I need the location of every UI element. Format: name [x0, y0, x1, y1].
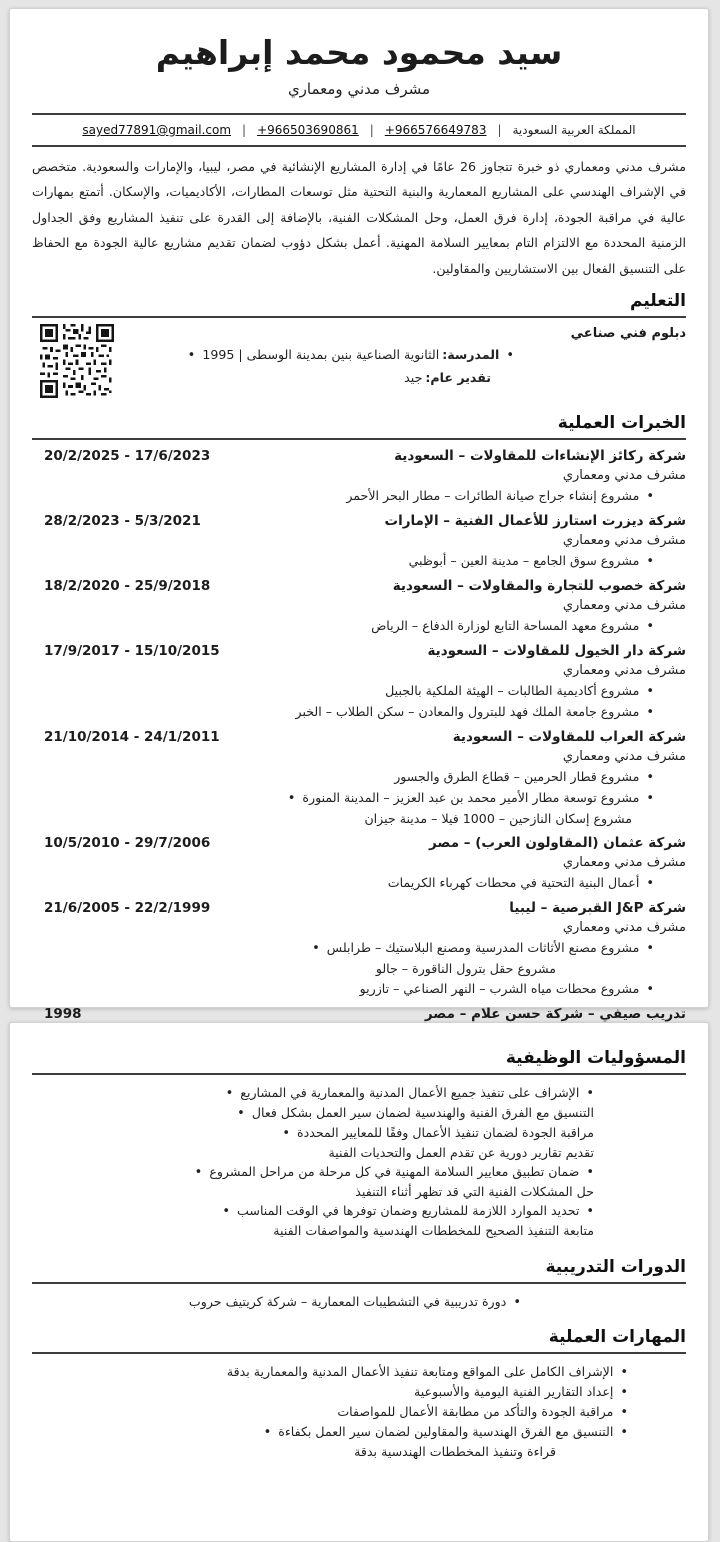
- list-item: مراقبة الجودة لضمان تنفيذ الأعمال وفقًا للمعايير المحددة•: [32, 1123, 686, 1143]
- experience-entries: [32, 446, 686, 1024]
- position-title: مشرف مدني ومعماري: [562, 663, 686, 679]
- list-item: •تحديد الموارد اللازمة للمشاريع وضمان توفرها في الوقت المناسب•: [32, 1201, 686, 1221]
- bullet-icon: [646, 616, 654, 637]
- date-range: 20/2/2025 - 17/6/2023: [44, 448, 211, 465]
- list-item: •الإشراف الكامل على المواقع ومتابعة تنفيذ الأعمال المدنية والمعمارية بدقة: [32, 1362, 686, 1382]
- bullet-icon: [586, 1083, 594, 1103]
- list-item: •التنسيق مع الفرق الهندسية والمقاولين لضمان سير العمل بكفاءة•: [32, 1422, 686, 1442]
- contact-bar: [32, 113, 686, 147]
- school-label: المدرسة:: [442, 347, 500, 363]
- bullet-icon: [586, 1162, 594, 1182]
- bullet-icon: [222, 1201, 230, 1221]
- list-item: •دورة تدريبية في التشطيبات المعمارية – شركة كريتيف حروب: [32, 1292, 686, 1312]
- contact-country: المملكة العربية السعودية: [512, 123, 636, 137]
- resume-header: [32, 9, 686, 101]
- bullet-icon: [288, 788, 296, 809]
- education-grade-line: [32, 367, 686, 389]
- bullet-icon: [646, 938, 654, 959]
- bullet-icon: [226, 1083, 234, 1103]
- grade-label: تقدير عام:: [425, 370, 491, 386]
- bullet-icon: [237, 1103, 245, 1123]
- job-title: مشرف مدني ومعماري: [287, 80, 431, 98]
- section-practical-skills: [32, 1312, 686, 1461]
- company-name: شركة خصوب للتجارة والمقاولات – السعودية: [392, 578, 686, 595]
- position-title: مشرف مدني ومعماري: [562, 598, 686, 614]
- project-item: •مشروع محطات مياه الشرب – النهر الصناعي – تازريو: [32, 979, 686, 1000]
- skills-heading: المهارات العملية: [548, 1327, 686, 1347]
- company-name: شركة ركائز الإنشاءات للمقاولات – السعودية: [394, 448, 686, 465]
- section-responsibilities: [32, 1023, 686, 1240]
- section-divider: [32, 438, 686, 440]
- list-item: التنسيق مع الفرق الفنية والهندسية لضمان سير العمل بشكل فعال•: [32, 1103, 686, 1123]
- list-item: •مراقبة الجودة والتأكد من مطابقة الأعمال للمواصفات: [32, 1402, 686, 1422]
- position-title: مشرف مدني ومعماري: [562, 749, 686, 765]
- project-item: •مشروع مصنع الأثاثات المدرسية ومصنع البلاستيك – طرابلس•: [32, 938, 686, 959]
- bullet-icon: [620, 1402, 628, 1422]
- bullet-icon: [195, 1162, 203, 1182]
- bullet-icon: [312, 938, 320, 959]
- bullet-icon: [264, 1422, 272, 1442]
- position-title: مشرف مدني ومعماري: [562, 920, 686, 936]
- education-degree: دبلوم فني صناعي: [570, 326, 686, 342]
- resume-page-1: [9, 8, 709, 1023]
- bullet-icon: [646, 681, 654, 702]
- company-name: شركة J&P القبرصية – ليبيا: [509, 900, 686, 917]
- qr-code-icon: [40, 324, 114, 398]
- company-name: شركة ديزرت استارز للأعمال الفنية – الإمارات: [384, 513, 686, 530]
- section-divider: [32, 316, 686, 318]
- section-divider: [32, 1352, 686, 1354]
- list-item: •إعداد التقارير الفنية اليومية والأسبوعية: [32, 1382, 686, 1402]
- school-value: الثانوية الصناعية بنين بمدينة الوسطى | 1995: [202, 347, 440, 363]
- bullet-icon: [646, 873, 654, 894]
- candidate-name: سيد محمود محمد إبراهيم: [155, 33, 563, 72]
- education-school-line: [32, 344, 686, 367]
- date-range: 17/9/2017 - 15/10/2015: [44, 643, 220, 660]
- list-item: •الإشراف على تنفيذ جميع الأعمال المدنية والمعمارية في المشاريع•: [32, 1083, 686, 1103]
- date-range: 1998: [44, 1006, 82, 1023]
- experience-entry: [32, 641, 686, 723]
- skills-list: [32, 1362, 686, 1461]
- bullet-icon: [646, 702, 654, 723]
- experience-entry: [32, 833, 686, 894]
- responsibilities-list: [32, 1083, 686, 1240]
- position-title: مشرف مدني ومعماري: [562, 855, 686, 871]
- date-range: 18/2/2020 - 25/9/2018: [44, 578, 211, 595]
- contact-separator: |: [242, 123, 247, 137]
- company-name: شركة العراب للمقاولات – السعودية: [452, 729, 686, 746]
- experience-entry: [32, 727, 686, 829]
- date-range: 21/6/2005 - 22/2/1999: [44, 900, 211, 917]
- bullet-icon: [646, 551, 654, 572]
- company-name: تدريب صيفي – شركة حسن علام – مصر: [424, 1006, 686, 1023]
- list-item: تقديم تقارير دورية عن تقدم العمل والتحديات الفنية: [328, 1145, 594, 1160]
- project-item: •مشروع أكاديمية الطالبات – الهيئة الملكية بالجبيل: [32, 681, 686, 702]
- phone-link-secondary[interactable]: +966576649783: [384, 123, 487, 137]
- section-training-courses: [32, 1240, 686, 1312]
- bullet-icon: [188, 344, 196, 367]
- bullet-icon: [620, 1362, 628, 1382]
- list-item: حل المشكلات الفنية التي قد تظهر أثناء التنفيذ: [355, 1184, 594, 1199]
- section-divider: [32, 1282, 686, 1284]
- email-link[interactable]: sayed77891@gmail.com: [82, 123, 232, 137]
- grade-value: جيد: [404, 370, 423, 386]
- list-item: متابعة التنفيذ الصحيح للمخططات الهندسية والمواصفات الفنية: [273, 1223, 594, 1238]
- project-item: •مشروع توسعة مطار الأمير محمد بن عبد العزيز – المدينة المنورة•: [32, 788, 686, 809]
- experience-heading: الخبرات العملية: [557, 413, 686, 434]
- contact-separator: |: [369, 123, 374, 137]
- project-item: مشروع حقل بترول الناقورة – جالو: [375, 961, 556, 977]
- education-block: [32, 324, 686, 402]
- courses-list: [32, 1292, 686, 1312]
- date-range: 21/10/2014 - 24/1/2011: [44, 729, 220, 746]
- project-item: •مشروع سوق الجامع – مدينة العين – أبوظبي: [32, 551, 686, 572]
- bullet-icon: [646, 788, 654, 809]
- education-heading: التعليم: [630, 291, 686, 312]
- bullet-icon: [586, 1201, 594, 1221]
- position-title: مشرف مدني ومعماري: [562, 468, 686, 484]
- bullet-icon: [282, 1123, 290, 1143]
- date-range: 28/2/2023 - 5/3/2021: [44, 513, 201, 530]
- experience-entry: [32, 511, 686, 572]
- bullet-icon: [620, 1382, 628, 1402]
- list-item: قراءة وتنفيذ المخططات الهندسية بدقة: [354, 1444, 556, 1459]
- project-item: •مشروع إنشاء جراج صيانة الطائرات – مطار البحر الأحمر: [32, 486, 686, 507]
- bullet-icon: [646, 486, 654, 507]
- experience-entry: [32, 576, 686, 637]
- project-item: •مشروع جامعة الملك فهد للبترول والمعادن – سكن الطلاب – الخبر: [32, 702, 686, 723]
- courses-heading: الدورات التدريبية: [545, 1257, 686, 1277]
- list-item: •ضمان تطبيق معايير السلامة المهنية في كل مرحلة من مراحل المشروع•: [32, 1162, 686, 1182]
- contact-separator: |: [497, 123, 502, 137]
- project-item: مشروع إسكان النازحين – 1000 فيلا – مدينة جيزان: [364, 811, 632, 827]
- section-divider: [32, 1073, 686, 1075]
- responsibilities-heading: المسؤوليات الوظيفية: [505, 1048, 686, 1068]
- bullet-icon: [646, 767, 654, 788]
- project-item: •مشروع قطار الحرمين – قطاع الطرق والجسور: [32, 767, 686, 788]
- bullet-icon: [513, 1292, 521, 1312]
- resume-page-2: [9, 1022, 709, 1542]
- bullet-icon: [506, 344, 514, 367]
- bullet-icon: [646, 979, 654, 1000]
- project-item: •أعمال البنية التحتية في محطات كهرباء الكريمات: [32, 873, 686, 894]
- professional-summary: مشرف مدني ومعماري ذو خبرة تتجاوز 26 عامًا في إدارة المشاريع الإنشائية في مصر، ليبيا، والإمارات والسعودية. متخصص في الإشراف الهندسي على المشاريع المعمارية والبنية التحتية مثل توسعات المطارات، الأكاديميات، والإسكان. أتمتع بمهارات عالية في مراقبة الجودة، إدارة فرق العمل، وحل المشكلات الفنية، بالإضافة إلى القدرة على تنفيذ المشاريع وفق الجداول الزمنية المحددة مع الالتزام التام بمعايير السلامة المهنية. أعمل بشكل دؤوب لضمان تقديم مشاريع عالية الجودة مع الحفاظ على التنسيق الفعال بين الاستشاريين والمقاولين.: [32, 159, 686, 276]
- phone-link-primary[interactable]: +966503690861: [257, 123, 359, 137]
- section-experience: [32, 402, 686, 1024]
- date-range: 10/5/2010 - 29/7/2006: [44, 835, 211, 852]
- experience-entry: [32, 446, 686, 507]
- company-name: شركة دار الخيول للمقاولات – السعودية: [427, 643, 686, 660]
- experience-entry: [32, 898, 686, 1000]
- position-title: مشرف مدني ومعماري: [562, 533, 686, 549]
- section-education: [32, 281, 686, 402]
- company-name: شركة عثمان (المقاولون العرب) – مصر: [429, 835, 686, 852]
- bullet-icon: [620, 1422, 628, 1442]
- project-item: •مشروع معهد المساحة التابع لوزارة الدفاع – الرياض: [32, 616, 686, 637]
